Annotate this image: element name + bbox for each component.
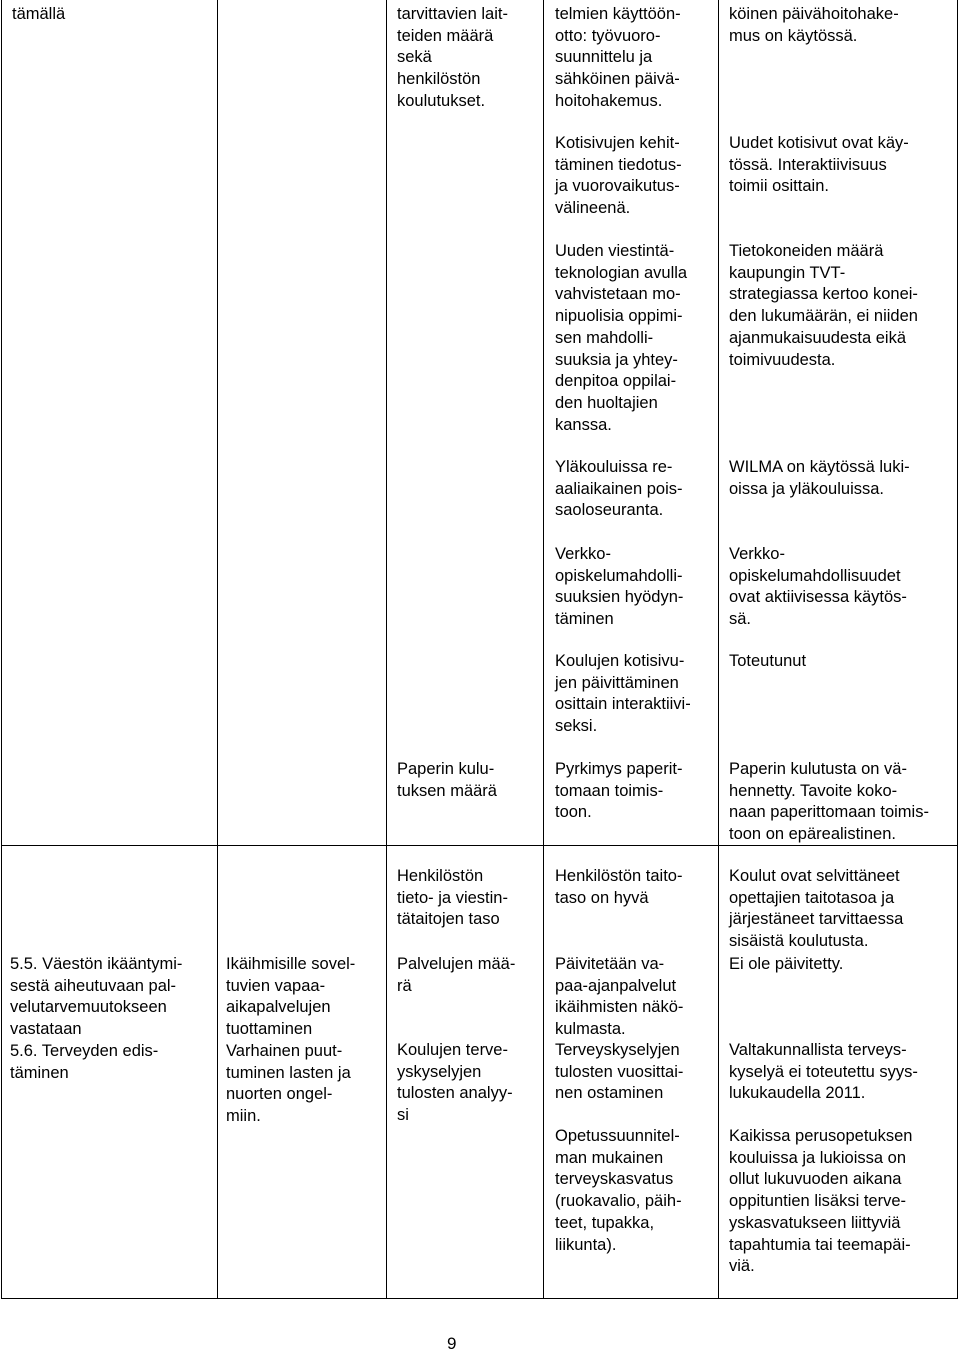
col4-block-5 (555, 544, 683, 631)
col5-block-2 (729, 133, 909, 198)
text-line: Uuden viestintä- (555, 242, 675, 260)
text-line: tuksen määrä (397, 781, 497, 800)
col3-top-text (397, 4, 508, 113)
text-line: Kaikissa perusopetuksen (729, 1127, 913, 1145)
text-line: paa-ajanpalvelut (555, 976, 677, 995)
text-line: ikäihmisten näkö- (555, 998, 684, 1017)
text-line: yskasvatukseen liittyviä (729, 1213, 901, 1232)
text-line: Verkko- (555, 545, 611, 563)
text-line: denpitoa oppilai- (555, 372, 677, 391)
text-line: Pyrkimys paperit- (555, 760, 683, 778)
text-line: sisäistä koulutusta. (729, 932, 869, 951)
text-line: velutarvemuutokseen (10, 998, 167, 1017)
text-line: Paperin kulu- (397, 760, 495, 778)
text-line: täminen (555, 610, 614, 629)
text-line: Palvelujen mää- (397, 955, 516, 973)
text-line: Päivitetään va- (555, 955, 665, 973)
text-line: nen ostaminen (555, 1084, 664, 1103)
text-line: 5.6. Terveyden edis- (10, 1041, 159, 1060)
text-line: teiden määrä (397, 26, 494, 45)
text-line: tuminen lasten ja (226, 1063, 351, 1082)
col4-block-8 (555, 866, 682, 909)
text-line: tulosten vuosittai- (555, 1062, 684, 1081)
text-line: välineenä. (555, 199, 631, 218)
text-line: Kotisivujen kehit- (555, 134, 680, 152)
text-line: terveyskasvatus (555, 1170, 674, 1189)
text-line: hoitohakemus. (555, 91, 663, 110)
text-line: toon on epärealistinen. (729, 825, 896, 844)
text-line: Yläkouluissa re- (555, 458, 673, 476)
page-number: 9 (447, 1334, 457, 1353)
text-line: tössä. Interaktiivisuus (729, 155, 887, 174)
text-line: tämällä (12, 5, 66, 23)
text-line: tarvittavien lait- (397, 5, 508, 23)
text-line: opiskelumahdolli- (555, 566, 683, 585)
text-line: koulutukset. (397, 91, 486, 110)
col5-block-8 (729, 866, 903, 953)
col4-block-3 (555, 241, 687, 436)
text-line: sähköinen päivä- (555, 70, 680, 89)
text-line: Ikäihmisille sovel- (226, 955, 356, 973)
text-line: henkilöstön (397, 70, 481, 89)
text-line: oissa ja yläkouluissa. (729, 479, 884, 498)
text-line: hennetty. Tavoite koko- (729, 781, 898, 800)
text-line: aikapalvelujen (226, 998, 331, 1017)
col5-block-6 (729, 651, 806, 673)
col3-paper-indicator (397, 759, 497, 802)
text-line: aaliaikainen pois- (555, 479, 683, 498)
text-line: Koulujen terve- (397, 1041, 508, 1059)
text-line: opiskelumahdollisuudet (729, 566, 901, 585)
text-line: tätaitojen taso (397, 910, 500, 929)
text-line: tulosten analyy- (397, 1084, 513, 1103)
column-divider-2 (386, 0, 387, 1299)
text-line: nipuolisia oppimi- (555, 307, 683, 326)
col4-block-7 (555, 759, 682, 824)
col4-block-10 (555, 1040, 683, 1105)
col2-measures-text (226, 954, 355, 1128)
text-line: tapahtumia tai teemapäi- (729, 1235, 911, 1254)
text-line: sä. (729, 610, 752, 629)
col5-block-1 (729, 4, 899, 47)
text-line: Koulujen kotisivu- (555, 652, 685, 670)
text-line: liikunta). (555, 1235, 617, 1254)
text-line: toimivuudesta. (729, 350, 836, 369)
column-divider-3 (543, 0, 544, 1299)
text-line: ovat aktiivisessa käytös- (729, 588, 907, 607)
text-line: Ei ole päivitetty. (729, 955, 844, 973)
col4-block-6 (555, 651, 691, 738)
text-line: kanssa. (555, 415, 612, 434)
text-line: teknologian avulla (555, 263, 688, 282)
col4-block-2 (555, 133, 682, 220)
text-line: osittain interaktiivi- (555, 695, 691, 714)
table-border-right (957, 0, 958, 1299)
text-line: telmien käyttöön- (555, 5, 681, 23)
text-line: tieto- ja viestin- (397, 888, 508, 907)
text-line: Henkilöstön taito- (555, 867, 683, 885)
col4-block-9 (555, 954, 683, 1041)
text-line: man mukainen (555, 1148, 664, 1167)
text-line: Opetussuunnitel- (555, 1127, 680, 1145)
text-line: taso on hyvä (555, 888, 649, 907)
text-line: lukukaudella 2011. (729, 1084, 866, 1103)
text-line: nuorten ongel- (226, 1085, 333, 1104)
text-line: sekä (397, 48, 432, 67)
text-line: vahvistetaan mo- (555, 285, 681, 304)
text-line: tuvien vapaa- (226, 976, 326, 995)
text-line: Paperin kulutusta on vä- (729, 760, 907, 778)
text-line: kouluissa ja lukioissa on (729, 1148, 907, 1167)
text-line: den huoltajien (555, 393, 658, 412)
text-line: Verkko- (729, 545, 785, 563)
text-line: si (397, 1106, 409, 1125)
text-line: 5.5. Väestön ikääntymi- (10, 955, 183, 973)
text-line: kulmasta. (555, 1020, 626, 1039)
col1-goals-text (10, 954, 182, 1084)
text-line: järjestäneet tarvittaessa (729, 910, 904, 929)
text-line: strategiassa kertoo konei- (729, 285, 918, 304)
text-line: ollut lukuvuoden aikana (729, 1170, 902, 1189)
col5-block-9 (729, 954, 843, 976)
text-line: Henkilöstön (397, 867, 484, 885)
text-line: täminen (10, 1063, 69, 1082)
text-line: täminen tiedotus- (555, 155, 682, 174)
text-line: seksi. (555, 717, 598, 736)
text-line: ajanmukaisuudesta eikä (729, 328, 907, 347)
col3-schools-indicator (397, 1040, 513, 1127)
col3-services-indicator (397, 954, 515, 997)
text-line: Koulut ovat selvittäneet (729, 867, 900, 885)
text-line: kyselyä ei toteutettu syys- (729, 1062, 918, 1081)
text-line: oppituntien lisäksi terve- (729, 1192, 907, 1211)
text-line: opettajien taitotasoa ja (729, 888, 895, 907)
text-line: Tietokoneiden määrä (729, 242, 884, 260)
col1-top-text (12, 4, 65, 26)
text-line: sen mahdolli- (555, 328, 654, 347)
col5-block-5 (729, 544, 907, 631)
text-line: den lukumäärän, ei niiden (729, 307, 918, 326)
text-line: rä (397, 976, 412, 995)
col5-block-3 (729, 241, 918, 371)
col5-block-10 (729, 1040, 918, 1105)
text-line: Terveyskyselyjen (555, 1041, 680, 1059)
text-line: suunnittelu ja (555, 48, 653, 67)
text-line: Uudet kotisivut ovat käy- (729, 134, 909, 152)
text-line: suuksia ja yhtey- (555, 350, 678, 369)
text-line: (ruokavalio, päih- (555, 1192, 682, 1211)
text-line: Varhainen puut- (226, 1041, 343, 1060)
text-line: saoloseuranta. (555, 501, 664, 520)
text-line: tomaan toimis- (555, 781, 664, 800)
col4-block-1 (555, 4, 681, 113)
column-divider-4 (718, 0, 719, 1299)
text-line: kaupungin TVT- (729, 263, 846, 282)
text-line: jen päivittäminen (555, 673, 679, 692)
col4-block-4 (555, 457, 683, 522)
col5-block-4 (729, 457, 910, 500)
text-line: köinen päivähoitohake- (729, 5, 899, 23)
text-line: toimii osittain. (729, 177, 829, 196)
text-line: Toteutunut (729, 652, 807, 670)
text-line: suuksien hyödyn- (555, 588, 684, 607)
col3-staff-indicator (397, 866, 508, 931)
text-line: vastataan (10, 1020, 82, 1039)
col5-block-7 (729, 759, 929, 846)
text-line: Valtakunnallista terveys- (729, 1041, 907, 1059)
text-line: sestä aiheutuvaan pal- (10, 976, 177, 995)
text-line: WILMA on käytössä luki- (729, 458, 910, 476)
text-line: naan paperittomaan toimis- (729, 803, 929, 822)
column-divider-1 (217, 0, 218, 1299)
text-line: viä. (729, 1257, 755, 1276)
text-line: mus on käytössä. (729, 26, 858, 45)
table-border-bottom (1, 1298, 958, 1299)
text-line: yskyselyjen (397, 1062, 482, 1081)
col5-block-11 (729, 1126, 912, 1278)
text-line: ja vuorovaikutus- (555, 177, 680, 196)
text-line: miin. (226, 1106, 261, 1125)
text-line: teet, tupakka, (555, 1213, 655, 1232)
text-line: otto: työvuoro- (555, 26, 661, 45)
table-border-left (1, 0, 2, 1299)
col4-block-11 (555, 1126, 682, 1256)
text-line: tuottaminen (226, 1020, 313, 1039)
text-line: toon. (555, 803, 592, 822)
